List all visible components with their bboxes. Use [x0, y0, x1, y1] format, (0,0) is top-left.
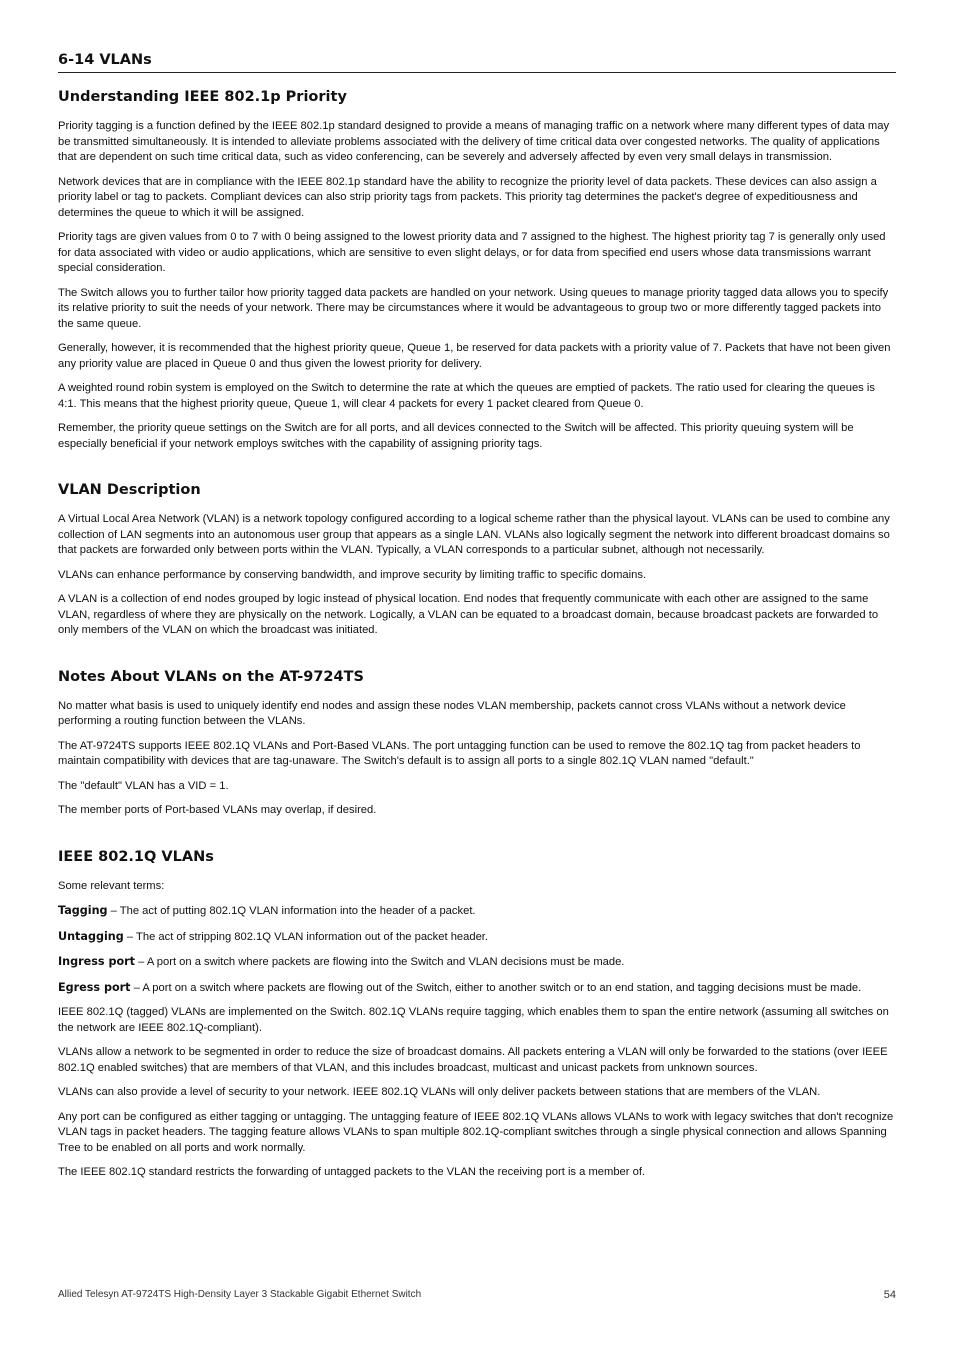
section-heading: IEEE 802.1Q VLANs [58, 848, 214, 865]
term-text: – A port on a switch where packets are flowing into the Switch and VLAN decisions must be made. [135, 956, 625, 968]
footer-product-name: Allied Telesyn AT-9724TS High-Density Layer 3 Stackable Gigabit Ethernet Switch [58, 1289, 422, 1300]
term-definition [58, 980, 896, 997]
term-text: – The act of putting 802.1Q VLAN information into the header of a packet. [107, 905, 476, 917]
section-heading: Notes About VLANs on the AT-9724TS [58, 668, 364, 685]
footer-page-number: 54 [883, 1289, 896, 1301]
paragraph: Any port can be configured as either tagging or untagging. The untagging feature of IEEE 802.1Q VLANs allows VLANs to work with legacy switches that don't recognize VLAN tags in packet headers. The tagging feature allows VLANs to span multiple 802.1Q-compliant switches through a single physical connection and allows Spanning Tree to be enabled on all ports and work normally. [58, 1110, 894, 1154]
paragraph: Some relevant terms: [58, 879, 165, 892]
paragraph: Remember, the priority queue settings on the Switch are for all ports, and all devices connected to the Switch will be affected. This priority queuing system will be especially beneficial if your network employs switches with the capability of assigning priority tags. [58, 422, 854, 450]
term-text: – The act of stripping 802.1Q VLAN information out of the packet header. [123, 930, 489, 943]
section-ieee-8021q [58, 849, 896, 1181]
paragraph: A weighted round robin system is employed on the Switch to determine the rate at which the queues are emptied of packets. The ratio used for clearing the queues is 4:1. This means that the highest priority queue, Queue 1, will clear 4 packets for every 1 packet cleared from Queue 0. [58, 382, 875, 410]
term-definition [58, 903, 896, 920]
paragraph: IEEE 802.1Q (tagged) VLANs are implemented on the Switch. 802.1Q VLANs require tagging, which enables them to span the entire network (assuming all switches on the network are IEEE 802.1Q-compliant). [58, 1006, 889, 1034]
term-definition [58, 929, 896, 946]
paragraph: The IEEE 802.1Q standard restricts the forwarding of untagged packets to the VLAN the receiving port is a member of. [58, 1166, 646, 1178]
paragraph: The AT-9724TS supports IEEE 802.1Q VLANs and Port-Based VLANs. The port untagging function can be used to remove the 802.1Q tag from packet headers to maintain compatibility with devices that are tag-unaware. The Switch's default is to assign all ports to a single 802.1Q VLAN named "default." [58, 739, 861, 767]
paragraph: Generally, however, it is recommended that the highest priority queue, Queue 1, be reserved for data packets with a priority value of 7. Packets that have not been given any priority value are placed in Queue 0 and thus given the lowest priority for delivery. [58, 342, 891, 370]
paragraph: The member ports of Port-based VLANs may overlap, if desired. [58, 804, 377, 816]
term-label: Egress port [58, 980, 131, 994]
paragraph: The "default" VLAN has a VID = 1. [58, 779, 229, 792]
term-definition [58, 954, 896, 971]
paragraph: A VLAN is a collection of end nodes grouped by logic instead of physical location. End nodes that frequently communicate with each other are assigned to the same VLAN, regardless of where they are physically on the network. Logically, a VLAN can be equated to a broadcast domain, because broadcast packets are forwarded to only members of the VLAN on which the broadcast was initiated. [58, 593, 879, 636]
paragraph: No matter what basis is used to uniquely identify end nodes and assign these nodes VLAN membership, packets cannot cross VLANs without a network device performing a routing function between the VLANs. [58, 699, 846, 727]
paragraph: VLANs can enhance performance by conserving bandwidth, and improve security by limiting traffic to specific domains. [58, 568, 647, 581]
section-vlan-description [58, 482, 896, 639]
term-label: Tagging [58, 904, 108, 917]
section-priority [58, 89, 896, 452]
section-notes [58, 669, 896, 819]
section-heading: Understanding IEEE 802.1p Priority [58, 89, 347, 105]
term-label: Ingress port [58, 955, 136, 968]
document-page [58, 52, 896, 1190]
paragraph: VLANs allow a network to be segmented in order to reduce the size of broadcast domains. All packets entering a VLAN will only be forwarded to the stations (over IEEE 802.1Q enabled switches) that are members of that VLAN, and this includes broadcast, multicast and unicast packets from unknown sources. [58, 1046, 888, 1074]
paragraph: VLANs can also provide a level of security to your network. IEEE 802.1Q VLANs will only deliver packets between stations that are members of the VLAN. [58, 1086, 821, 1098]
term-label: Untagging [58, 929, 124, 943]
paragraph: The Switch allows you to further tailor how priority tagged data packets are handled on your network. Using queues to manage priority tagged data allows you to specify its relative priority to suit the needs of your network. There may be circumstances where it would be advantageous to group two or more differently tagged packets into the same queue. [58, 286, 889, 330]
paragraph: Priority tagging is a function defined by the IEEE 802.1p standard designed to provide a means of managing traffic on a network where many different types of data may be transmitted simultaneously. It is intended to alleviate problems associated with the delivery of time critical data over congested networks. The quality of applications that are dependent on such time critical data, such as video conferencing, can be severely and adversely affected by even very small delays in transmission. [58, 120, 890, 163]
term-text: – A port on a switch where packets are flowing out of the Switch, either to another switch or to an end station, and tagging decisions must be made. [130, 981, 862, 994]
paragraph: A Virtual Local Area Network (VLAN) is a network topology configured according to a logical scheme rather than the physical layout. VLANs can be used to combine any collection of LAN segments into an autonomous user group that appears as a single LAN. VLANs also logically segment the network into different broadcast domains so that packets are forwarded only between ports within the VLAN. Typically, a VLAN corresponds to a particular subnet, although not necessarily. [58, 513, 890, 556]
section-heading: VLAN Description [58, 482, 201, 498]
paragraph: Network devices that are in compliance with the IEEE 802.1p standard have the ability to recognize the priority level of data packets. These devices can also assign a priority label or tag to packets. Compliant devices can also strip priority tags from packets. This priority tag determines the packet's degree of expeditiousness and determines the queue to which it will be assigned. [58, 175, 877, 219]
paragraph: Priority tags are given values from 0 to 7 with 0 being assigned to the lowest priority data and 7 assigned to the highest. The highest priority tag 7 is generally only used for data associated with video or audio applications, which are sensitive to even slight delays, or for data from specified end users whose data transmissions warrant special consideration. [58, 231, 886, 274]
chapter-header: 6-14 VLANs [58, 52, 896, 73]
